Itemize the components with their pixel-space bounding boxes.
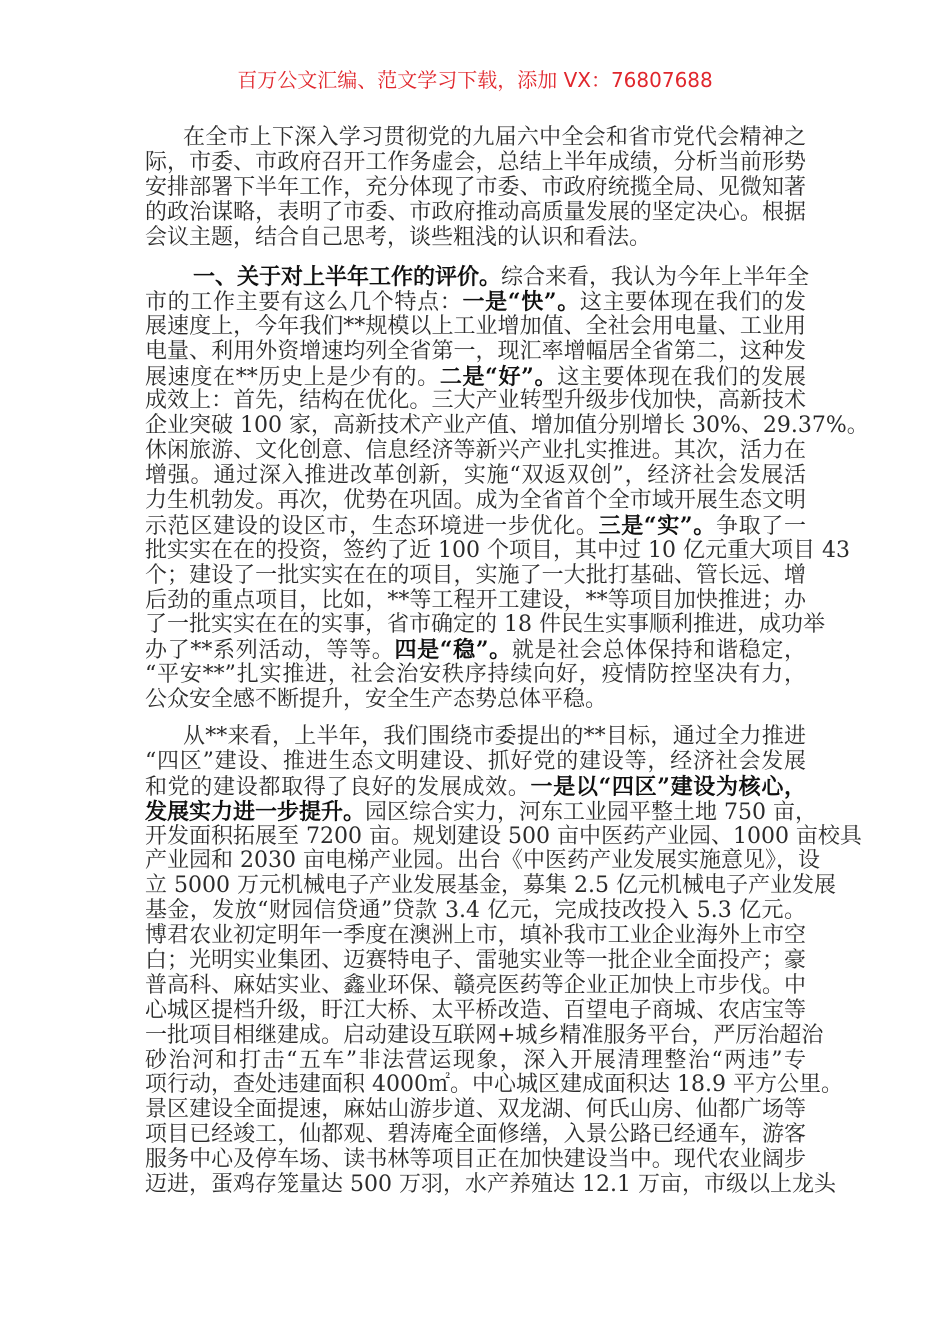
text-line	[145, 612, 825, 638]
text-line	[145, 514, 806, 539]
bold-text: 二是“好”。	[439, 363, 558, 390]
body-text: 示范区建设的设区市，生态环境进一步优化。	[145, 513, 599, 539]
bold-text: 一是以“四区”建设为核心，	[530, 773, 806, 800]
body-text: 综合来看，我认为今年上半年全	[501, 265, 810, 290]
text-line	[145, 315, 806, 340]
text-line	[145, 537, 850, 564]
text-line	[145, 413, 869, 439]
text-line	[145, 688, 806, 713]
text-line	[145, 365, 806, 390]
body-text: “平安**”扎实推进，社会治安秩序持续向好，疫情防控坚决有力，	[145, 662, 806, 688]
text-line	[145, 848, 820, 874]
body-text: 迈进，蛋鸡存笼量达 500 万羽，水产养殖达 12.1 万亩，市级以上龙头	[145, 1172, 836, 1198]
text-line	[145, 638, 806, 663]
body-text: 服务中心及停车场、读书林等项目正在加快建设当中。现代农业阔步	[145, 1147, 806, 1173]
body-text: 立 5000 万元机械电子产业发展基金，募集 2.5 亿元机械电子产业发展	[145, 873, 836, 899]
text-line	[145, 564, 806, 589]
body-text: 普高科、麻姑实业、鑫业环保、赣亮医药等企业正加快上市步伐。中	[145, 972, 806, 998]
text-line	[145, 290, 806, 315]
body-text: 力生机勃发。再次，优势在巩固。成为全省首个全市域开展生态文明	[145, 488, 806, 514]
body-text: 这主要体现在我们的发	[579, 289, 806, 315]
body-text: 争取了一	[715, 513, 806, 539]
text-line	[145, 999, 806, 1024]
text-line	[145, 226, 806, 251]
text-line	[145, 750, 806, 775]
watermark-header: 百万公文汇编、范文学习下载，添加 VX：76807688	[237, 68, 713, 92]
paragraph-evaluation	[145, 264, 869, 713]
body-text: 增强。通过深入推进改革创新，实施“双返双创”，经济社会发展活	[145, 463, 806, 489]
body-text: 的政治谋略，表明了市委、市政府推动高质量发展的坚定决心。根据	[145, 199, 806, 225]
body-text: 展速度上，今年我们**规模以上工业增加值、全社会用电量、工业用	[145, 313, 806, 339]
body-text: 开发面积拓展至 7200 亩。规划建设 500 亩中医药产业园、1000 亩校具	[145, 823, 862, 849]
text-line	[145, 389, 806, 414]
body-text: 白；光明实业集团、迈赛特电子、雷驰实业等一批企业全面投产；豪	[145, 948, 806, 974]
text-line	[145, 1172, 836, 1198]
body-text: 园区综合实力，河东工业园平整土地 750 亩，	[365, 799, 817, 825]
bold-text: 四是“稳”。	[394, 637, 512, 664]
body-text: 博君农业初定明年一季度在澳洲上市，填补我市工业企业海外上市空	[145, 923, 806, 949]
body-text: 景区建设全面提速，麻姑山游步道、双龙湖、何氏山房、仙都广场等	[145, 1097, 806, 1123]
text-line	[145, 439, 806, 464]
body-text: 基金，发放“财园信贷通”贷款 3.4 亿元，完成技改投入 5.3 亿元。	[145, 898, 806, 924]
body-text: 成效上：首先，结构在优化。三大产业转型升级步伐加快，高新技术	[145, 388, 806, 414]
text-line	[145, 151, 806, 176]
bold-text: 三是“实”。	[598, 512, 716, 539]
bold-text: 一、关于对上半年工作的评价。	[193, 264, 502, 290]
text-line	[145, 1022, 824, 1049]
body-text: 项行动，查处违建面积 4000㎡。中心城区建成面积达 18.9 平方公里。	[145, 1072, 843, 1098]
body-text: 了一批实实在在的实事，省市确定的 18 件民生实事顺利推进，成功举	[145, 612, 825, 638]
text-line	[145, 1049, 806, 1074]
text-line	[145, 873, 836, 899]
text-line	[145, 176, 806, 201]
paragraph-achievements	[145, 724, 862, 1198]
body-text: 企业突破 100 家，高新技术产业产值、增加值分别增长 30%、29.37%。	[145, 413, 869, 439]
text-line	[145, 201, 806, 226]
text-line	[145, 1072, 843, 1098]
text-line	[145, 798, 817, 825]
text-line	[145, 823, 862, 850]
text-line	[145, 1148, 806, 1173]
body-text: 公众安全感不断提升，安全生产态势总体平稳。	[145, 687, 608, 713]
body-text: 和党的建设都取得了良好的发展成效。	[145, 774, 531, 800]
text-line	[145, 340, 806, 365]
body-text: 项目已经竣工，仙都观、碧涛庵全面修缮，入景公路已经通车，游客	[145, 1122, 806, 1148]
text-line	[145, 663, 806, 688]
text-line	[145, 725, 806, 750]
body-text: 批实实在在的投资，签约了近 100 个项目，其中过 10 亿元重大项目 43	[145, 537, 850, 563]
body-text: 市的工作主要有这么几个特点：	[145, 289, 463, 315]
text-line	[145, 924, 806, 949]
body-text: 后劲的重点项目，比如，**等工程开工建设，**等项目加快推进；办	[145, 587, 806, 613]
body-text: 心城区提档升级，盱江大桥、太平桥改造、百望电子商城、农店宝等	[145, 997, 806, 1023]
text-line	[145, 974, 806, 999]
body-text: 砂治河和打击“五车”非法营运现象，深入开展清理整治“两违”专	[145, 1047, 806, 1073]
text-line	[145, 899, 806, 924]
body-text: 个；建设了一批实实在在的项目，实施了一大批打基础、管长远、增	[145, 562, 806, 588]
body-text: 办了**系列活动，等等。	[145, 638, 395, 664]
body-text: 从**来看，上半年，我们围绕市委提出的**目标，通过全力推进	[183, 724, 806, 749]
text-line	[145, 489, 806, 514]
body-text: 在全市上下深入学习贯彻党的九届六中全会和省市党代会精神之	[183, 125, 806, 150]
text-line	[145, 949, 806, 974]
body-text: 这主要体现在我们的发展	[557, 364, 806, 390]
body-text: 一批项目相继建成。启动建设互联网+城乡精准服务平台，严厉治超治	[145, 1022, 824, 1048]
text-line	[145, 1123, 806, 1148]
body-text: 际，市委、市政府召开工作务虚会，总结上半年成绩，分析当前形势	[145, 149, 806, 175]
paragraph-intro	[145, 126, 806, 250]
body-text: 安排部署下半年工作，充分体现了市委、市政府统揽全局、见微知著	[145, 174, 806, 200]
bold-text: 一是“快”。	[462, 288, 580, 315]
body-text: 休闲旅游、文化创意、信息经济等新兴产业扎实推进。其次，活力在	[145, 438, 806, 464]
text-line	[145, 126, 806, 151]
body-text: 就是社会总体保持和谐稳定，	[511, 638, 806, 664]
text-line	[145, 1098, 806, 1123]
body-text: 产业园和 2030 亩电梯产业园。出台《中医药产业发展实施意见》，设	[145, 848, 820, 874]
bold-text: 发展实力进一步提升。	[145, 798, 366, 825]
text-line	[145, 464, 806, 489]
text-line	[145, 775, 806, 800]
body-text: 电量、利用外资增速均列全省第一，现汇率增幅居全省第二，这种发	[145, 338, 806, 364]
text-line	[145, 264, 810, 290]
text-line	[145, 589, 806, 614]
body-text: 展速度在**历史上是少有的。	[145, 364, 440, 390]
body-text: “四区”建设、推进生态文明建设、抓好党的建设等，经济社会发展	[145, 748, 806, 774]
body-text: 会议主题，结合自己思考，谈些粗浅的认识和看法。	[145, 224, 652, 250]
